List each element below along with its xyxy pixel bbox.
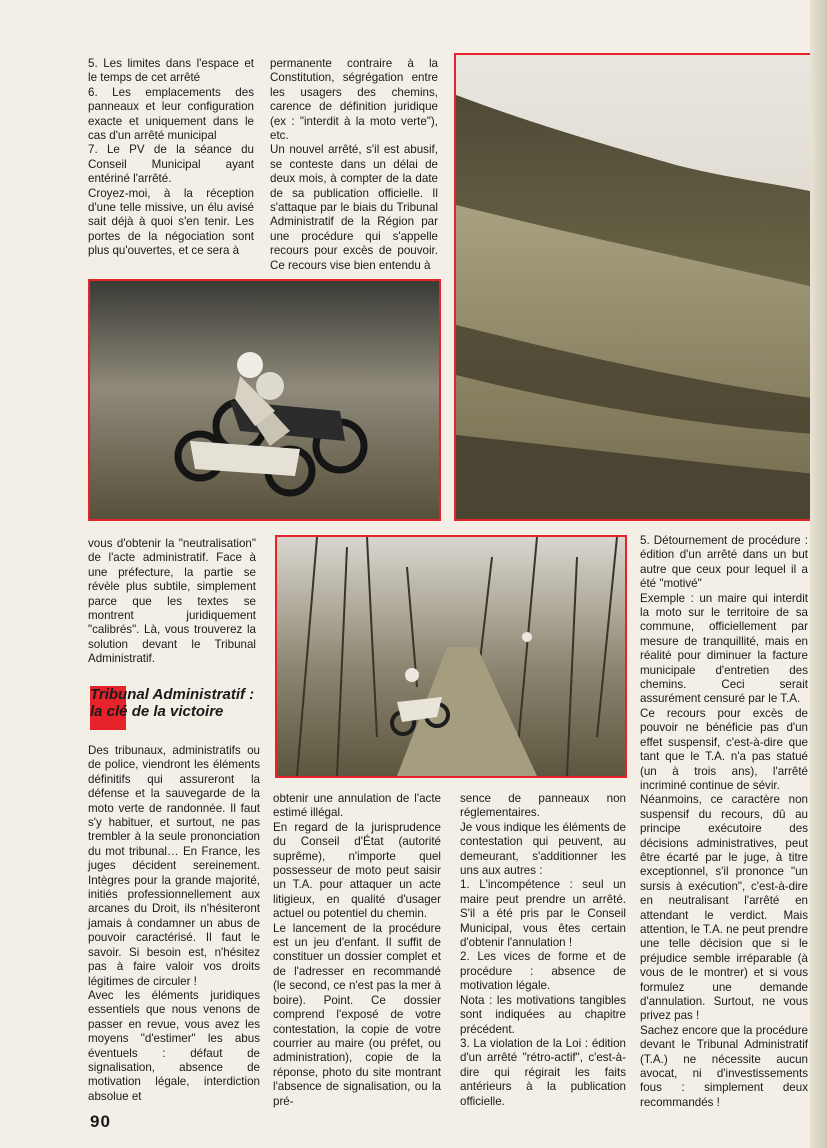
- forest-trail-image: [277, 537, 625, 776]
- paragraph: 3. La violation de la Loi : édition d'un arrêté "rétro-actif", c'est-à-dire qui régirait les faits antérieurs à la publication officielle.: [460, 1036, 626, 1108]
- paragraph: 6. Les emplacements des panneaux et leur configuration exacte et uniquement dans le cas d'un arrêté municipal: [88, 85, 254, 143]
- paragraph: Avec les éléments juridiques essentiels que nous venons de passer en revue, vous avez les moyens "d'estimer" les abus éventuels : défaut de signalisation, absence de motivation légale, interdiction absolue et: [88, 988, 260, 1103]
- paragraph: Néanmoins, ce caractère non suspensif du recours, dû au principe exécutoire des décisions administratives, peut être écarté par le juge, à titre exceptionnel, s'il prononce "un sursis à exécution", c'est-à-dire en neutralisant l'arrêté en attendant le verdict. Mais attention, le T.A. ne peut prendre une telle décision que si le préjudice semble irréparable (à vous de le montrer) et si vous formulez une demande d'annulation. Surtout, ne vous privez pas !: [640, 793, 809, 1023]
- column-3-bottom: [460, 792, 626, 1109]
- column-1-top: [88, 57, 254, 259]
- column-2-top: [270, 57, 438, 273]
- paragraph: 5. Les limites dans l'espace et le temps de cet arrêté: [88, 57, 254, 85]
- column-1-bottom: [88, 744, 260, 1104]
- paragraph: Nota : les motivations tangibles sont indiquées au chapitre précédent.: [460, 993, 626, 1036]
- paragraph: Je vous indique les éléments de contestation qui peuvent, au demeurant, s'additionner les uns aux autres :: [460, 820, 626, 878]
- photo-two-motorcycles: [88, 279, 441, 521]
- paragraph: 1. L'incompétence : seul un maire peut prendre un arrêté. S'il a été pris par le Conseil Municipal, vous êtes certain d'obtenir l'annulation !: [460, 878, 626, 950]
- paragraph: 7. Le PV de la séance du Conseil Municipal ayant entériné l'arrêté.: [88, 143, 254, 186]
- paragraph: Croyez-moi, à la réception d'une telle missive, un élu avisé sait déjà à quoi s'en tenir. Les portes de la négociation sont plus qu'ouvertes, et ce sera à: [88, 186, 254, 258]
- paragraph: Sachez encore que la procédure devant le Tribunal Administratif (T.A.) ne nécessite aucun avocat, ni d'investissements fous : simplement deux recommandés !: [640, 1023, 808, 1109]
- page-number: 90: [90, 1112, 111, 1131]
- paragraph: 2. Les vices de forme et de procédure : absence de motivation légale.: [460, 950, 626, 993]
- section-heading: [90, 686, 258, 720]
- paragraph: Le lancement de la procédure est un jeu d'enfant. Il suffit de constituer un dossier complet et de l'adresser en recommandé (le second, ce n'est pas la mer à boire). Point. Ce dossier comprend l'exposé de votre contestation, la copie de votre courrier au maire (ou préfet, ou administration), copie de la réponse, photo du site montrant l'absence de signalisation, ou la pré-: [273, 921, 441, 1108]
- photo-hillside-trail: [454, 53, 827, 521]
- paragraph: vous d'obtenir la "neutralisation" de l'acte administratif. Face à une préfecture, la partie se révèle plus subtile, simplement parce que les textes se montrent juridiquement "calibrés". Là, vous trouverez la solution devant le Tribunal Administratif.: [88, 537, 256, 666]
- hillside-landscape-image: [456, 55, 827, 519]
- heading-text: Tribunal Administratif : la clé de la victoire: [90, 686, 255, 720]
- paragraph: obtenir une annulation de l'acte estimé illégal.: [273, 792, 441, 820]
- paragraph: Des tribunaux, administratifs ou de police, viendront les éléments définitifs qui assureront la défense et la sauvegarde de la moto verte de randonnée. Il faut s'y habituer, et surtout, ne pas trembler à la seule prononciation du mot tribunal… En France, les juges décident sereinement. Intègres pour la grande majorité, initiés professionnellement aux arcanes du Droit, ils n'hésiteront jamais à condamner un abus de pouvoir caractérisé. Il faut le savoir. Si besoin est, n'hésitez pas à faire valoir vos droits légitimes de circuler !: [88, 744, 260, 988]
- paragraph: En regard de la jurisprudence du Conseil d'État (autorité suprême), n'importe quel possesseur de moto peut saisir un T.A. pour attaquer un acte litigieux, en qualité d'usager actuel ou potentiel du chemin.: [273, 820, 441, 921]
- page-edge: [810, 0, 827, 1148]
- column-1-mid: [88, 537, 256, 667]
- paragraph: permanente contraire à la Constitution, ségrégation entre les usagers des chemins, carence de définition juridique (ex : "interdit à la moto verte"), etc.: [270, 57, 438, 143]
- paragraph: Exemple : un maire qui interdit la moto sur le territoire de sa commune, officiellement par mesure de tranquillité, mais en réalité pour diminuer la facture municipale d'entretien des chemins. Ceci serait assurément censuré par le T.A.: [640, 591, 808, 706]
- paragraph: 5. Détournement de procédure : édition d'un arrêté dans un but autre que ceux pour lequel il a été "motivé": [640, 534, 808, 591]
- paragraph: Ce recours pour excès de pouvoir ne bénéficie pas d'un effet suspensif, c'est-à-dire que tant que le T.A. n'a pas statué (un à trois ans), l'arrêté incriminé continue de sévir.: [640, 706, 808, 792]
- photo-forest-trail: [275, 535, 627, 778]
- paragraph: Un nouvel arrêté, s'il est abusif, se conteste dans un délai de deux mois, à compter de la date de sa publication officielle. Il s'attaque par le biais du Tribunal Administratif de la Région par une procédure qui s'appelle recours pour excès de pouvoir. Ce recours vise bien entendu à: [270, 143, 438, 272]
- motorcycles-image: [90, 281, 439, 519]
- column-4: [640, 534, 808, 1110]
- paragraph: sence de panneaux non réglementaires.: [460, 792, 626, 820]
- column-2-bottom: [273, 792, 441, 1109]
